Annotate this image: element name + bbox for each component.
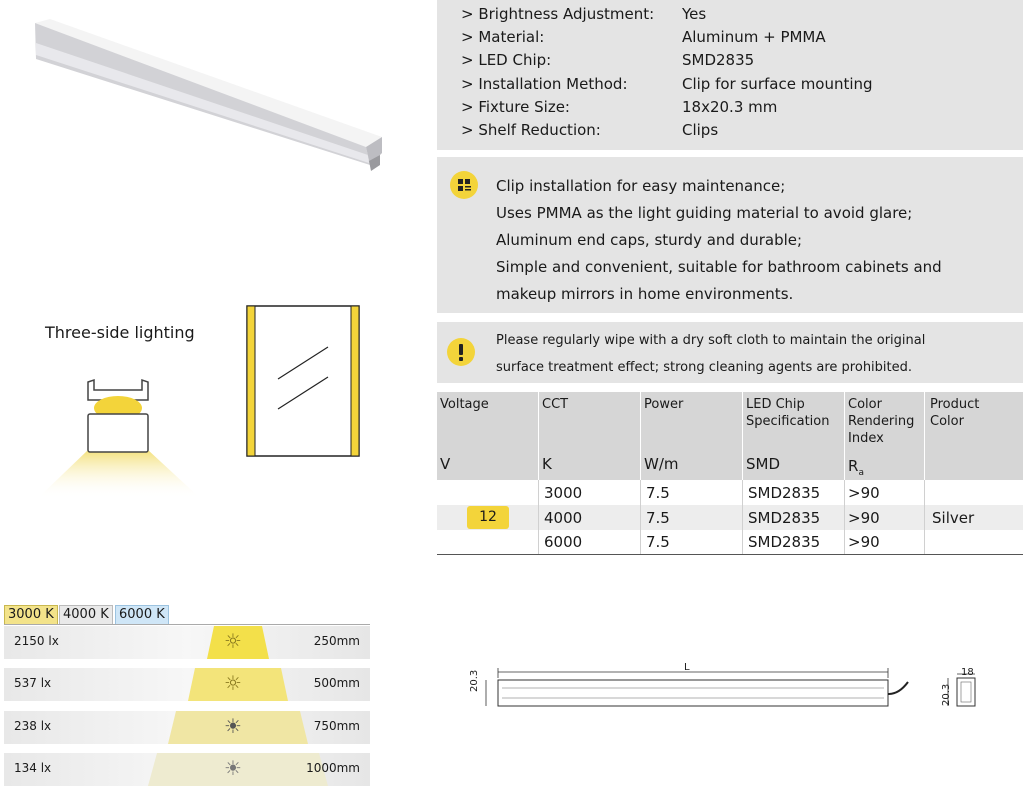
dim-height: 20.3 [469,669,480,692]
unit-ra [848,457,864,478]
product-color: Silver [932,509,975,527]
dimension-drawing [470,660,990,720]
tab-4000k[interactable]: 4000 K [59,605,113,625]
lux-value: 2150 lx [14,634,59,648]
header-product-color: Product Color [930,397,980,429]
cell-cri: >90 [848,509,880,527]
feature-line: Uses PMMA as the light guiding material to avoid glare; [496,204,913,222]
lux-distance: 750mm [313,719,360,733]
unit-r: R [848,457,859,475]
header-voltage: Voltage [440,397,489,412]
header-power: Power [644,397,684,412]
warning-line: surface treatment effect; strong cleaning agents are prohibited. [496,360,913,375]
unit-k: K [542,455,552,473]
lux-row [4,711,370,744]
spec-value: SMD2835 [682,51,755,69]
feature-line: Aluminum end caps, sturdy and durable; [496,231,803,249]
exclamation-icon [447,338,475,366]
sun-icon: ☀ [224,714,242,738]
spec-table [437,392,1023,555]
spec-label: > Material: [461,28,545,46]
feature-line: Clip installation for easy maintenance; [496,177,786,195]
tab-6000k[interactable]: 6000 K [115,605,169,625]
header-led-chip: LED Chip Specification [746,397,830,429]
cell-cct: 4000 [544,509,583,527]
cell-cri: >90 [848,484,880,502]
mirror-diagram [246,305,360,457]
cell-cri: >90 [848,533,880,551]
profile-diagram [30,370,210,500]
tab-3000k[interactable]: 3000 K [4,605,58,625]
warning-box [437,322,1023,383]
spec-value: Clip for surface mounting [682,75,873,93]
cell-power: 7.5 [646,533,670,551]
spec-label: > Brightness Adjustment: [461,5,655,23]
spec-label: > LED Chip: [461,51,552,69]
spec-value: 18x20.3 mm [682,98,778,116]
unit-v: V [440,455,451,473]
cell-chip: SMD2835 [748,533,821,551]
spec-label: > Installation Method: [461,75,628,93]
feature-line: Simple and convenient, suitable for bathroom cabinets and [496,258,942,276]
cell-chip: SMD2835 [748,484,821,502]
lux-row [4,668,370,701]
features-box [437,157,1023,313]
lux-row [4,753,370,786]
cell-power: 7.5 [646,509,670,527]
unit-wm: W/m [644,455,679,473]
lux-distance: 250mm [313,634,360,648]
lux-distance: 1000mm [306,761,360,775]
grid-list-icon [450,171,478,199]
spec-value: Yes [682,5,707,23]
lighting-label: Three-side lighting [45,323,195,342]
warning-line: Please regularly wipe with a dry soft cloth to maintain the original [496,333,926,348]
spec-label: > Fixture Size: [461,98,570,116]
dim-width: 18 [961,667,974,678]
header-cct: CCT [542,397,569,412]
cell-chip: SMD2835 [748,509,821,527]
cell-power: 7.5 [646,484,670,502]
unit-a: a [858,468,864,478]
spec-value: Clips [682,121,719,139]
unit-smd: SMD [746,455,781,473]
dim-length: L [684,662,690,673]
header-cri: Color Rendering Index [848,397,915,446]
lux-value: 537 lx [14,676,52,690]
spec-value: Aluminum + PMMA [682,28,826,46]
cell-cct: 3000 [544,484,583,502]
sun-icon: ☼ [224,671,242,695]
cell-cct: 6000 [544,533,583,551]
lux-value: 134 lx [14,761,52,775]
lux-distance: 500mm [313,676,360,690]
dim-height-side: 20.3 [941,683,952,706]
sun-icon: ☼ [224,629,242,653]
lux-value: 238 lx [14,719,52,733]
lux-row [4,626,370,659]
feature-line: makeup mirrors in home environments. [496,285,794,303]
spec-list [437,0,1023,150]
spec-label: > Shelf Reduction: [461,121,601,139]
product-image [30,15,390,175]
voltage-badge: 12 [467,506,509,529]
sun-icon: ☀ [224,756,242,780]
